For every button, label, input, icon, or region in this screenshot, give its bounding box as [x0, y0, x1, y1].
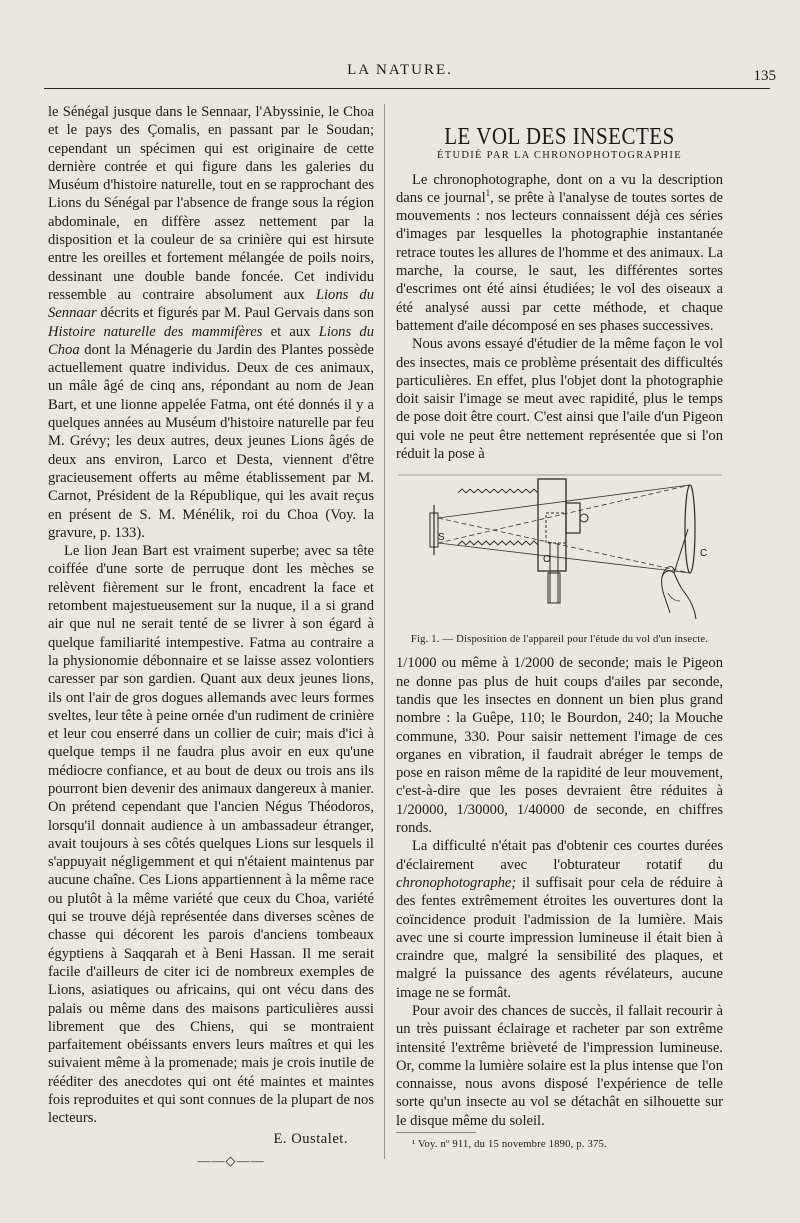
author-signature: E. Oustalet.	[273, 1130, 348, 1147]
para4-text-a: La difficulté n'était pas d'obtenir ces courtes durées d'éclairement avec l'obturateur rotatif du	[396, 838, 723, 873]
end-ornament: ——◇——	[197, 1152, 265, 1168]
insect-paragraph-3: 1/1000 ou même à 1/2000 de seconde; mais le Pigeon ne donne pas plus de huit coups d'ailes par seconde, tandis que les insectes en donnent un bien plus grand nombre : la Guêpe, 110; le Bourdon, 240; la Mouche commune, 330. Pour saisir nettement l'image de ces organes en vibration, il faudrait abréger le temps de pose en raison même de la rapidité de leur mouvement, c'est-à-dire que les poses devraient être réduites à 1/20000, 1/30000, 1/40000 de seconde, en chiffres ronds.	[396, 655, 723, 837]
footnote-mark: 1	[485, 188, 491, 199]
para1-text-a: Le chronophotographe, dont on a vu la description dans ce journal	[396, 171, 723, 206]
italic-title: Histoire naturelle des mammifères	[48, 323, 263, 340]
lion-paragraph-1: le Sénégal jusque dans le Sennaar, l'Abyssinie, le Choa et le pays des Çomalis, en passant par le Soudan; cependant un spécimen qui est originaire de cette dernière contrée et qui figure dans les galeries du Muséum d'histoire naturelle, tout en se rapprochant des Lions du Sénégal par l'absence de frange sous la région abdominale, en diffère assez nettement par la disposition et la couleur de sa crinière qui est hirsute entre les oreilles et fortement mélangée de poils noirs, dessinant une double bande foncée. Cet individu ressemble au contraire absolument aux Lions du Sennaar décrits et figurés par M. Paul Gervais dans son Histoire naturelle des mammifères et aux Lions du Choa dont la Ménagerie du Jardin des Plantes possède actuellement quatre individus. Deux de ces animaux, un mâle âgé de cinq ans, répondant au nom de Jean Bart, et une lionne appelée Fatma, ont été donnés il y a quelques années au Muséum d'histoire naturelle par feu M. Grévy; les deux autres, deux jeunes Lions âgés de deux ans environ, Larco et Desta, viennent d'être gracieusement offerts au même établissement par M. Carnot, Président de la République, qui les avait reçus en présent de S. M. Ménélik, roi du Choa (Voy. la gravure, p. 133).	[48, 104, 374, 541]
column-divider	[384, 104, 385, 1159]
figure-caption: Fig. 1. — Disposition de l'appareil pour l'étude du vol d'un insecte.	[410, 634, 709, 646]
italic-title: Lions du Choa	[48, 323, 374, 358]
right-column	[396, 103, 723, 1130]
journal-title: LA NATURE.	[347, 62, 453, 78]
insect-paragraph-4	[396, 837, 723, 1002]
left-column	[48, 103, 374, 1170]
label-o: O	[543, 554, 551, 566]
para4-text-b: il suffisait pour cela de réduire à des fentes extrêmement étroites les ouvertures dont la coïncidence produit l'admission de la lumière. Mais avec une si courte impression lumineuse il était bien à craindre que, malgré la sensibilité des plaques, et malgré la puissance des agents révélateurs, aucune image ne se formât.	[396, 874, 723, 1001]
lion-paragraph-2: Le lion Jean Bart est vraiment superbe; avec sa tête coiffée d'une sorte de perruque dont les mèches se relèvent fièrement sur le front, encadrent la face et retombent majestueusement sur la nuque, il a si grand air que nul ne serait tenté de se livrer à son égard à quelque familiarité intempestive. Fatma au contraire a la physionomie débonnaire et se laisse assez volontiers caresser par son gardien. Quant aux deux jeunes lions, ils ont l'air de gros dogues allemands avec leurs formes sveltes, leur tête à peine ornée d'un rudiment de crinière et leur cou enserré dans un collier de cuir; mais d'ici à quelque temps il ne faudra plus avoir en eux qu'une médiocre confiance, et au bout de deux ou trois ans ils pourront bien devenir des animaux dangereux à manier. On prétend cependant que l'ancien Négus Théodoros, lorsqu'il donnait audience à un ambassadeur étranger, avait toujours à ses côtés quelques Lions sur lesquels il s'appuyait négligemment et qui n'étaient maintenus par aucune chaîne. Ces Lions appartiennent à la même race ou plutôt à la même variété que ceux du Choa, variété qui se trouve déjà représentée dans diverses scènes de chasse qui décorent les parois d'anciens tombeaux égyptiens à Saqqarah et à Beni Hassan. Il me serait facile d'ailleurs de citer ici de nombreux exemples de Lions, asiatiques ou africains, qui ont vécu dans des palais ou même dans des maisons particulières aussi librement que des Chiens, qui se montraient parfaitement obéissants envers leurs maîtres et qui les suivaient même à la promenade; mais je crois inutile de rééditer des anecdotes qui ont été maintes et maintes fois reproduites et qui sont connues de la plupart de nos lecteurs.	[48, 543, 374, 1127]
article-title: LE VOL DES INSECTES	[444, 122, 675, 150]
footnote: ¹ Voy. nº 911, du 15 novembre 1890, p. 375.	[412, 1139, 607, 1150]
para4-emphasis: chronophotographe;	[396, 874, 517, 891]
label-c: C	[700, 548, 708, 560]
insect-paragraph-5: Pour avoir des chances de succès, il fallait recourir à un très puissant éclairage et racheter par son extrême intensité l'extrême brièveté de l'impression lumineuse. Or, comme la lumière solaire est la plus intense que l'on connaisse, nous avons disposé l'expérience de telle sorte qu'un insecte au vol se détachât en silhouette sur le disque même du soleil.	[396, 1002, 723, 1129]
insect-paragraph-2: Nous avons essayé d'étudier de la même façon le vol des insectes, mais ce problème présentait des difficultés particulières. En effet, plus l'objet dont la photographie doit saisir l'image se meut avec rapidité, plus le temps de pose doit être court. C'est ainsi que l'aile d'un Pigeon qui vole ne peut être nettement représentée que si l'on réduit la pose à	[396, 336, 723, 463]
label-s: S	[438, 532, 445, 544]
lens-c	[685, 485, 695, 573]
italic-title: Lions du Sennaar	[48, 286, 374, 322]
para1-text-b: , se prête à l'analyse de toutes sortes de mouvements : nos lecteurs connaissent déjà ces séries d'images par lesquelles la photographie instantanée retrace toutes les allures de l'homme et des animaux. La marche, la course, le saut, les différentes sortes d'escrimes ont été ainsi étudiées; le vol des oiseaux a été analysé aussi par cette méthode, et chaque battement d'aile décomposé en ses phases successives.	[396, 189, 723, 334]
insect-paragraph-1	[396, 171, 723, 336]
running-head	[0, 62, 800, 86]
header-rule	[44, 88, 770, 89]
article-subtitle: ÉTUDIÉ PAR LA CHRONOPHOTOGRAPHIE	[437, 150, 682, 162]
footnote-rule	[396, 1132, 476, 1133]
apparatus-diagram	[398, 473, 722, 629]
page-number: 135	[753, 68, 776, 84]
apparatus-figure	[398, 473, 722, 629]
